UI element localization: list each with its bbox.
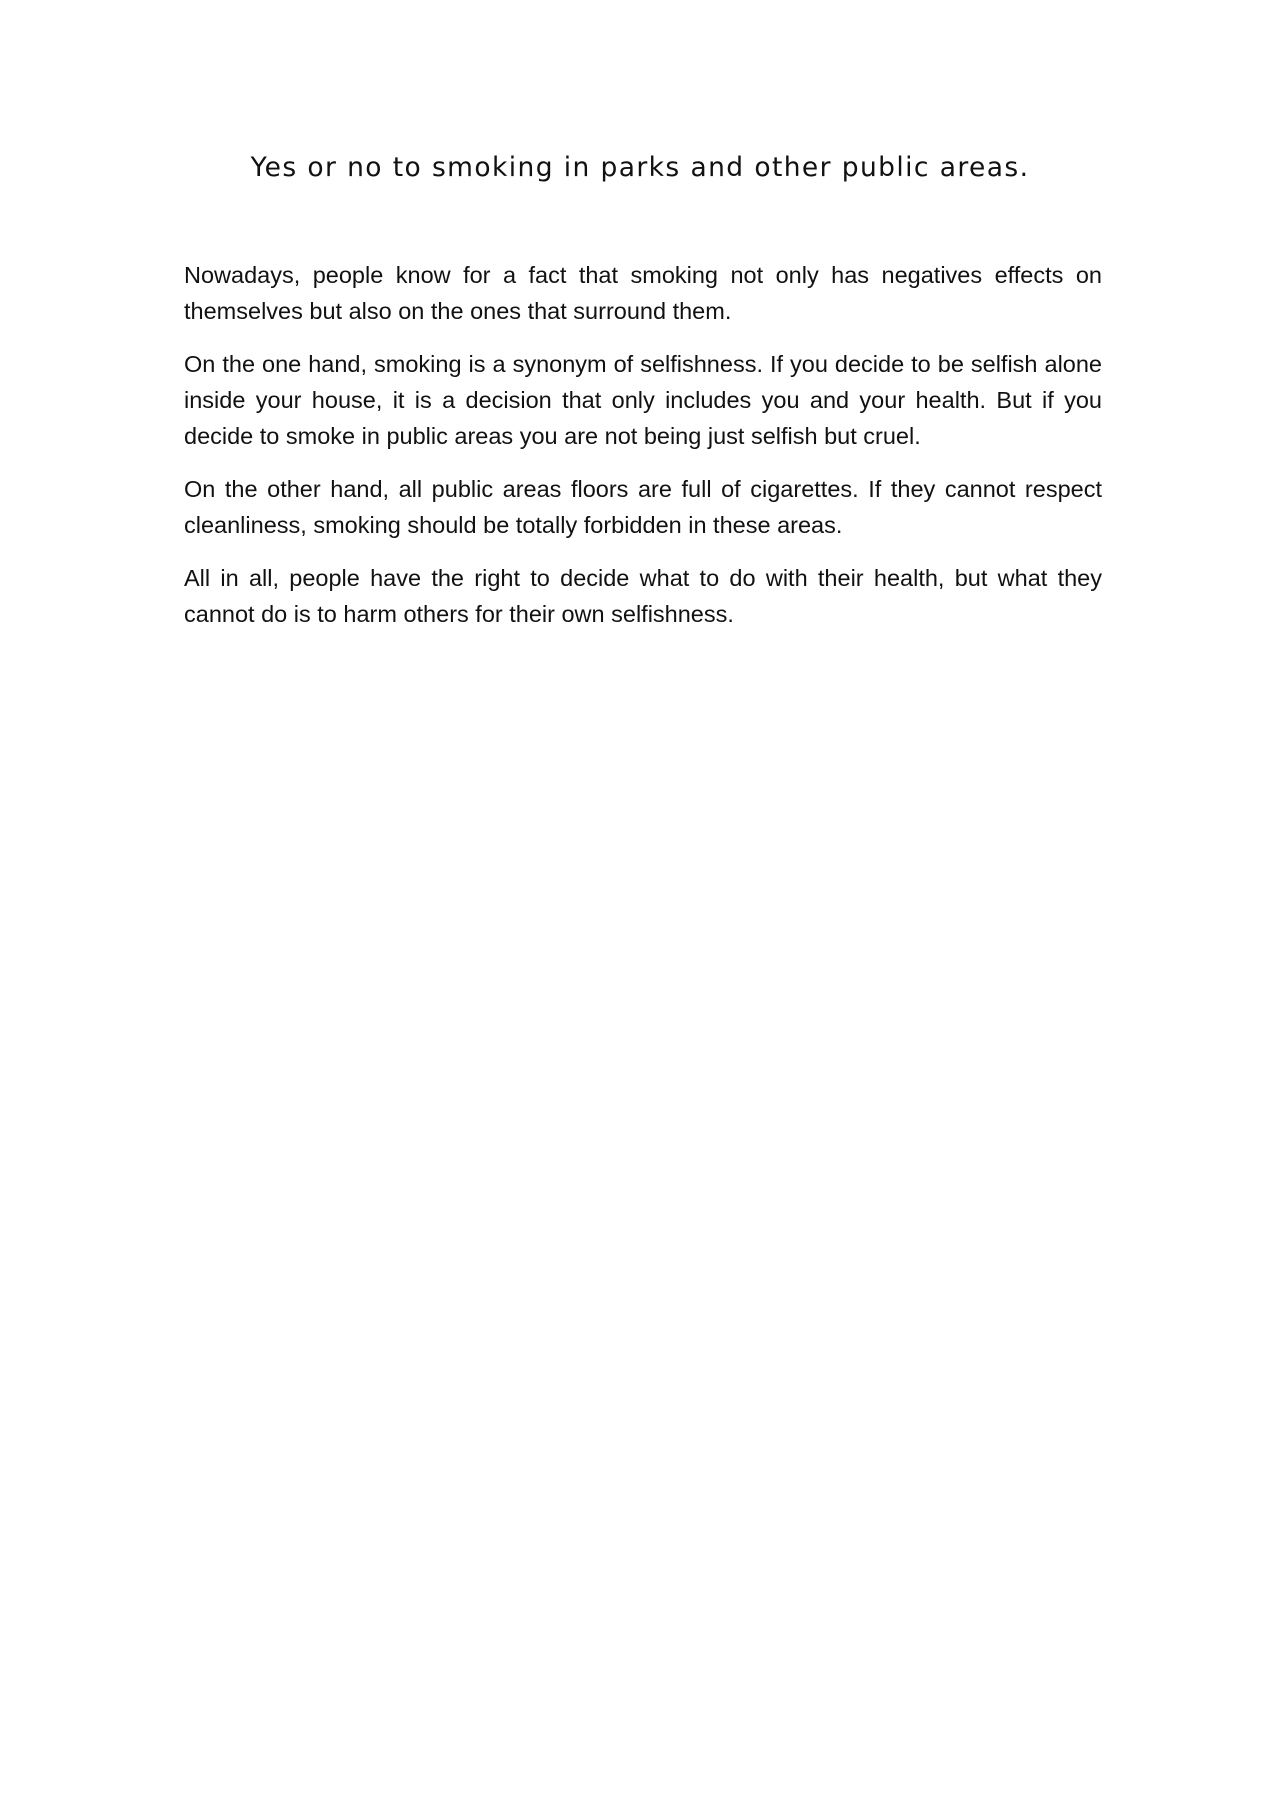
paragraph-conclusion: All in all, people have the right to decide what to do with their health, but what they cannot do is to harm others for their own selfishness. [184, 565, 1102, 627]
paragraph-cleanliness: On the other hand, all public areas floors are full of cigarettes. If they cannot respect cleanliness, smoking should be totally forbidden in these areas. [184, 476, 1102, 538]
paragraph-selfishness: On the one hand, smoking is a synonym of selfishness. If you decide to be selfish alone inside your house, it is a decision that only includes you and your health. But if you decide to smoke in public areas you are not being just selfish but cruel. [184, 351, 1102, 449]
paragraph-introduction: Nowadays, people know for a fact that smoking not only has negatives effects on themselves but also on the ones that surround them. [184, 262, 1102, 324]
document-body [184, 257, 1102, 649]
document-title: Yes or no to smoking in parks and other public areas. [250, 152, 1030, 183]
